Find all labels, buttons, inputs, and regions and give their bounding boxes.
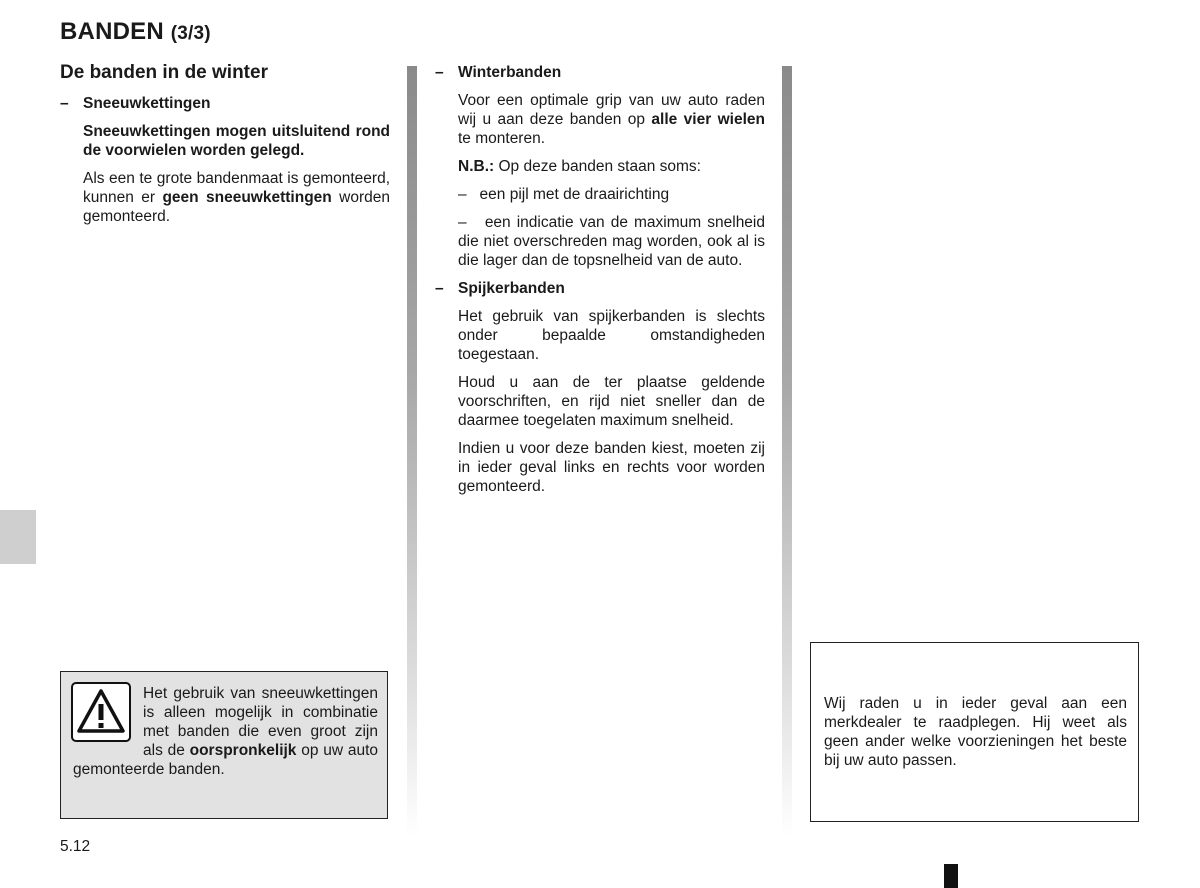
page-title-text: BANDEN: [60, 18, 164, 45]
warning-text-part: Het gebruik van sneeuwkettingen is alleen mogelijk in combinatie met banden die even groot zijn als de: [143, 685, 378, 759]
note-label: N.B.:: [458, 158, 495, 175]
paragraph-bold: alle vier wielen: [651, 111, 765, 128]
dash-bullet: –: [458, 214, 467, 231]
page-marker: [944, 864, 958, 888]
dash-bullet: –: [435, 64, 444, 81]
paragraph: Het gebruik van spijkerbanden is slechts onder bepaalde omstandigheden toegestaan.: [458, 308, 765, 363]
info-box: [810, 642, 1139, 822]
info-text: Wij raden u in ieder geval aan een merkdealer te raadplegen. Hij weet als geen ander welke voorzieningen het beste bij uw auto passen.: [824, 695, 1127, 769]
sub-item: [458, 213, 765, 270]
warning-box: [60, 671, 388, 819]
sub-item-text: een pijl met de draairichting: [479, 186, 670, 203]
paragraph-text: te monteren.: [458, 130, 546, 147]
item-sneeuwkettingen: [60, 94, 390, 113]
note-paragraph: [458, 157, 765, 176]
item-spijkerbanden: [435, 279, 765, 298]
item-title: Winterbanden: [458, 64, 562, 81]
paragraph-bold: geen sneeuwkettingen: [162, 189, 332, 206]
sub-item-text: een indicatie van de maximum snelheid die niet overschreden mag worden, ook al is die lager dan de topsnelheid van de auto.: [458, 214, 765, 269]
warning-text-bold: oorspronkelijk: [189, 742, 297, 759]
section-heading: De banden in de winter: [60, 62, 268, 83]
paragraph: Indien u voor deze banden kiest, moeten zij in ieder geval links en rechts voor worden gemonteerd.: [458, 440, 765, 495]
item-title: Spijkerbanden: [458, 280, 565, 297]
column-divider: [782, 66, 792, 836]
middle-column: [435, 63, 765, 496]
page-title-suffix: (3/3): [170, 23, 211, 44]
warning-text: [73, 684, 378, 779]
dash-bullet: –: [435, 280, 444, 297]
page-number: 5.12: [60, 838, 91, 855]
chapter-tab: [0, 510, 36, 564]
paragraph: [83, 169, 390, 226]
warning-text-part: op uw auto gemonteerde banden.: [73, 742, 378, 778]
paragraph: Houd u aan de ter plaatse geldende voorschriften, en rijd niet sneller dan de daarmee toegelaten maximum snelheid.: [458, 374, 765, 429]
page-title: [60, 18, 211, 46]
dash-bullet: –: [458, 186, 467, 203]
column-divider: [407, 66, 417, 836]
bold-paragraph: Sneeuwkettingen mogen uitsluitend rond de voorwielen worden gelegd.: [83, 123, 390, 159]
item-winterbanden: [435, 63, 765, 82]
dash-bullet: –: [60, 95, 69, 112]
item-title: Sneeuwkettingen: [83, 95, 211, 112]
paragraph: [458, 91, 765, 148]
sub-item: [458, 185, 765, 204]
note-text: Op deze banden staan soms:: [494, 158, 701, 175]
paragraph-text: Als een te grote bandenmaat is gemonteerd, kunnen er: [83, 170, 390, 206]
left-column: [60, 94, 390, 226]
paragraph-text: Voor een optimale grip van uw auto raden wij u aan deze banden op: [458, 92, 765, 128]
paragraph-text: worden gemonteerd.: [83, 189, 390, 225]
